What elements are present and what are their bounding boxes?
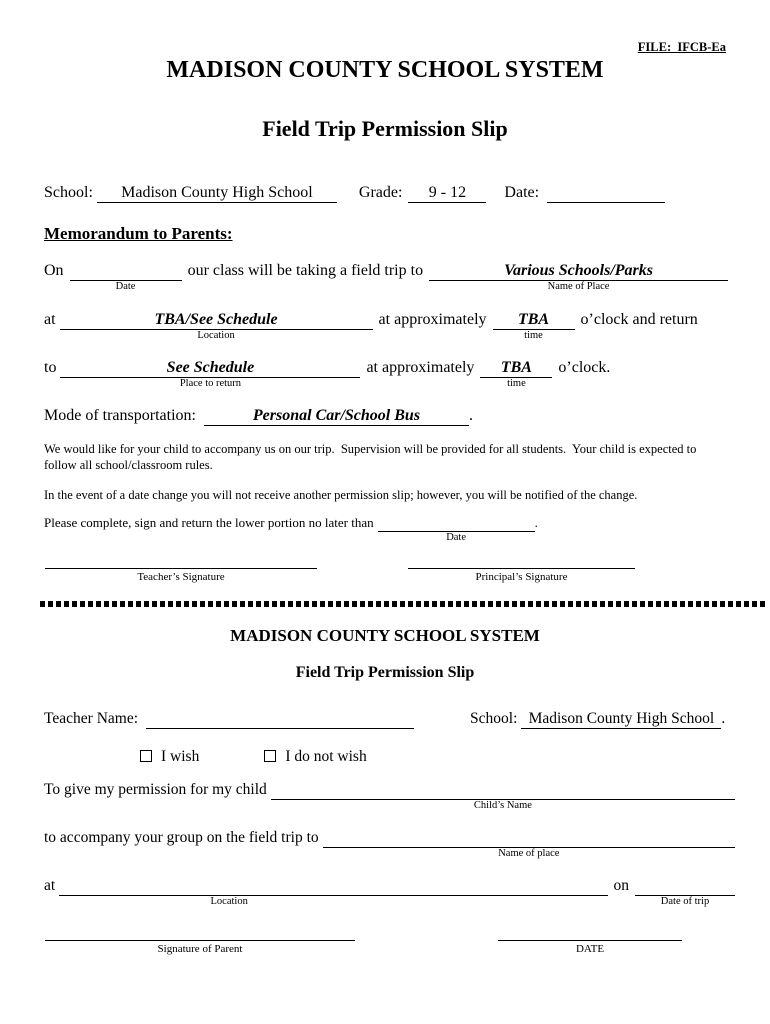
trip-text: our class will be taking a field trip to: [187, 262, 424, 279]
trip-date-field[interactable]: [70, 262, 182, 292]
place-to-return-sublabel: Place to return: [179, 378, 242, 389]
time-sublabel: time: [524, 330, 543, 341]
departure-location-value: TBA/See Schedule: [154, 311, 278, 328]
trip-place-field[interactable]: [429, 262, 728, 292]
return-place-field[interactable]: [60, 359, 360, 389]
departure-time-value: TBA: [517, 311, 550, 328]
child-name-field[interactable]: [271, 781, 735, 811]
memorandum-heading: Memorandum to Parents:: [44, 224, 233, 243]
i-wish-label: I wish: [161, 748, 200, 765]
transportation-value: Personal Car/School Bus: [252, 407, 421, 424]
return-by-date-field[interactable]: [378, 515, 535, 543]
wish-checkbox-row: [44, 748, 735, 766]
date-change-paragraph: In the event of a date change you will not receive another permission slip; however, you will be notified of the change.: [44, 488, 638, 502]
i-do-not-wish-label: I do not wish: [285, 748, 367, 765]
place-sublabel: Name of Place: [547, 281, 610, 292]
trip-location-field[interactable]: [59, 877, 607, 907]
period-text: .: [721, 710, 726, 727]
transportation-field[interactable]: [204, 407, 469, 426]
transportation-row: [44, 407, 728, 426]
supervision-paragraph: We would like for your child to accompany us on our trip. Supervision will be provided for all students. Your child is expected to follow all school/classroom rules.: [44, 442, 700, 473]
school-grade-date-row: [44, 184, 728, 203]
trip-destination-row: [44, 829, 735, 859]
school-value: Madison County High School: [528, 710, 715, 727]
child-name-row: [44, 781, 735, 811]
teacher-signature-line[interactable]: [45, 554, 317, 569]
grade-label: Grade:: [358, 184, 403, 201]
return-row: [44, 359, 728, 389]
lower-document-subtitle: Field Trip Permission Slip: [295, 664, 475, 681]
permission-text: To give my permission for my child: [44, 781, 267, 798]
trip-place-value: Various Schools/Parks: [504, 262, 653, 279]
school-value: Madison County High School: [121, 184, 313, 201]
return-time-field[interactable]: [480, 359, 552, 389]
date-of-trip-sublabel: Date of trip: [660, 896, 710, 907]
approximately-text: at approximately: [378, 311, 487, 328]
date-sublabel: Date: [115, 281, 136, 292]
teacher-name-row: [44, 710, 735, 729]
parent-signature-line[interactable]: [45, 926, 355, 941]
date-label: Date:: [504, 184, 540, 201]
departure-location-field[interactable]: [60, 311, 373, 341]
date-sublabel: Date: [446, 532, 467, 543]
transportation-label: Mode of transportation:: [44, 407, 196, 424]
childs-name-sublabel: Child’s Name: [473, 800, 532, 811]
teacher-signature-block: [45, 554, 317, 583]
trip-destination-field[interactable]: [323, 829, 735, 859]
document-title: MADISON COUNTY SCHOOL SYSTEM: [166, 57, 604, 83]
file-reference: FILE: IFCB-Ea: [637, 40, 726, 54]
date-signature-block: [498, 926, 682, 955]
i-do-not-wish-checkbox[interactable]: [264, 750, 276, 762]
trip-date-field[interactable]: [635, 877, 735, 907]
date-line-label: DATE: [575, 943, 605, 955]
lower-document-title: MADISON COUNTY SCHOOL SYSTEM: [230, 626, 540, 645]
grade-field[interactable]: [408, 184, 486, 203]
cut-line-divider: [40, 601, 767, 607]
location-sublabel: Location: [210, 896, 248, 907]
principal-signature-label: Principal’s Signature: [475, 571, 568, 583]
accompany-text: to accompany your group on the field trip to: [44, 829, 319, 846]
at-text: at: [44, 311, 56, 328]
on-text: on: [613, 877, 629, 894]
document-subtitle: Field Trip Permission Slip: [262, 116, 508, 141]
school-label: School:: [44, 184, 93, 201]
oclock-return-text: o’clock and return: [580, 311, 698, 328]
school-field[interactable]: [521, 710, 721, 729]
to-text: to: [44, 359, 57, 376]
name-of-place-sublabel: Name of place: [498, 848, 560, 859]
return-place-value: See Schedule: [166, 359, 255, 376]
on-text: On: [44, 262, 64, 279]
parent-signature-block: [45, 926, 355, 955]
parent-signature-label: Signature of Parent: [157, 943, 243, 955]
school-label: School:: [470, 710, 518, 727]
return-by-row: [44, 515, 728, 543]
location-date-row: [44, 877, 735, 907]
principal-signature-line[interactable]: [408, 554, 635, 569]
location-sublabel: Location: [197, 330, 235, 341]
oclock-text: o’clock.: [558, 359, 611, 376]
teacher-name-label: Teacher Name:: [44, 710, 139, 727]
departure-row: [44, 311, 728, 341]
trip-date-place-row: [44, 262, 728, 292]
at-text: at: [44, 877, 56, 894]
period-text: .: [534, 515, 538, 530]
teacher-name-field[interactable]: [146, 710, 414, 729]
return-time-value: TBA: [500, 359, 532, 376]
departure-time-field[interactable]: [493, 311, 575, 341]
return-by-text: Please complete, sign and return the lower portion no later than: [44, 515, 374, 530]
i-wish-checkbox[interactable]: [140, 750, 152, 762]
period-text: .: [468, 407, 473, 424]
approximately-text: at approximately: [366, 359, 475, 376]
grade-value: 9 - 12: [428, 184, 467, 201]
principal-signature-block: [408, 554, 635, 583]
date-field[interactable]: [547, 184, 665, 203]
teacher-signature-label: Teacher’s Signature: [137, 571, 225, 583]
school-field[interactable]: [97, 184, 337, 203]
date-line[interactable]: [498, 926, 682, 941]
time-sublabel: time: [507, 378, 526, 389]
